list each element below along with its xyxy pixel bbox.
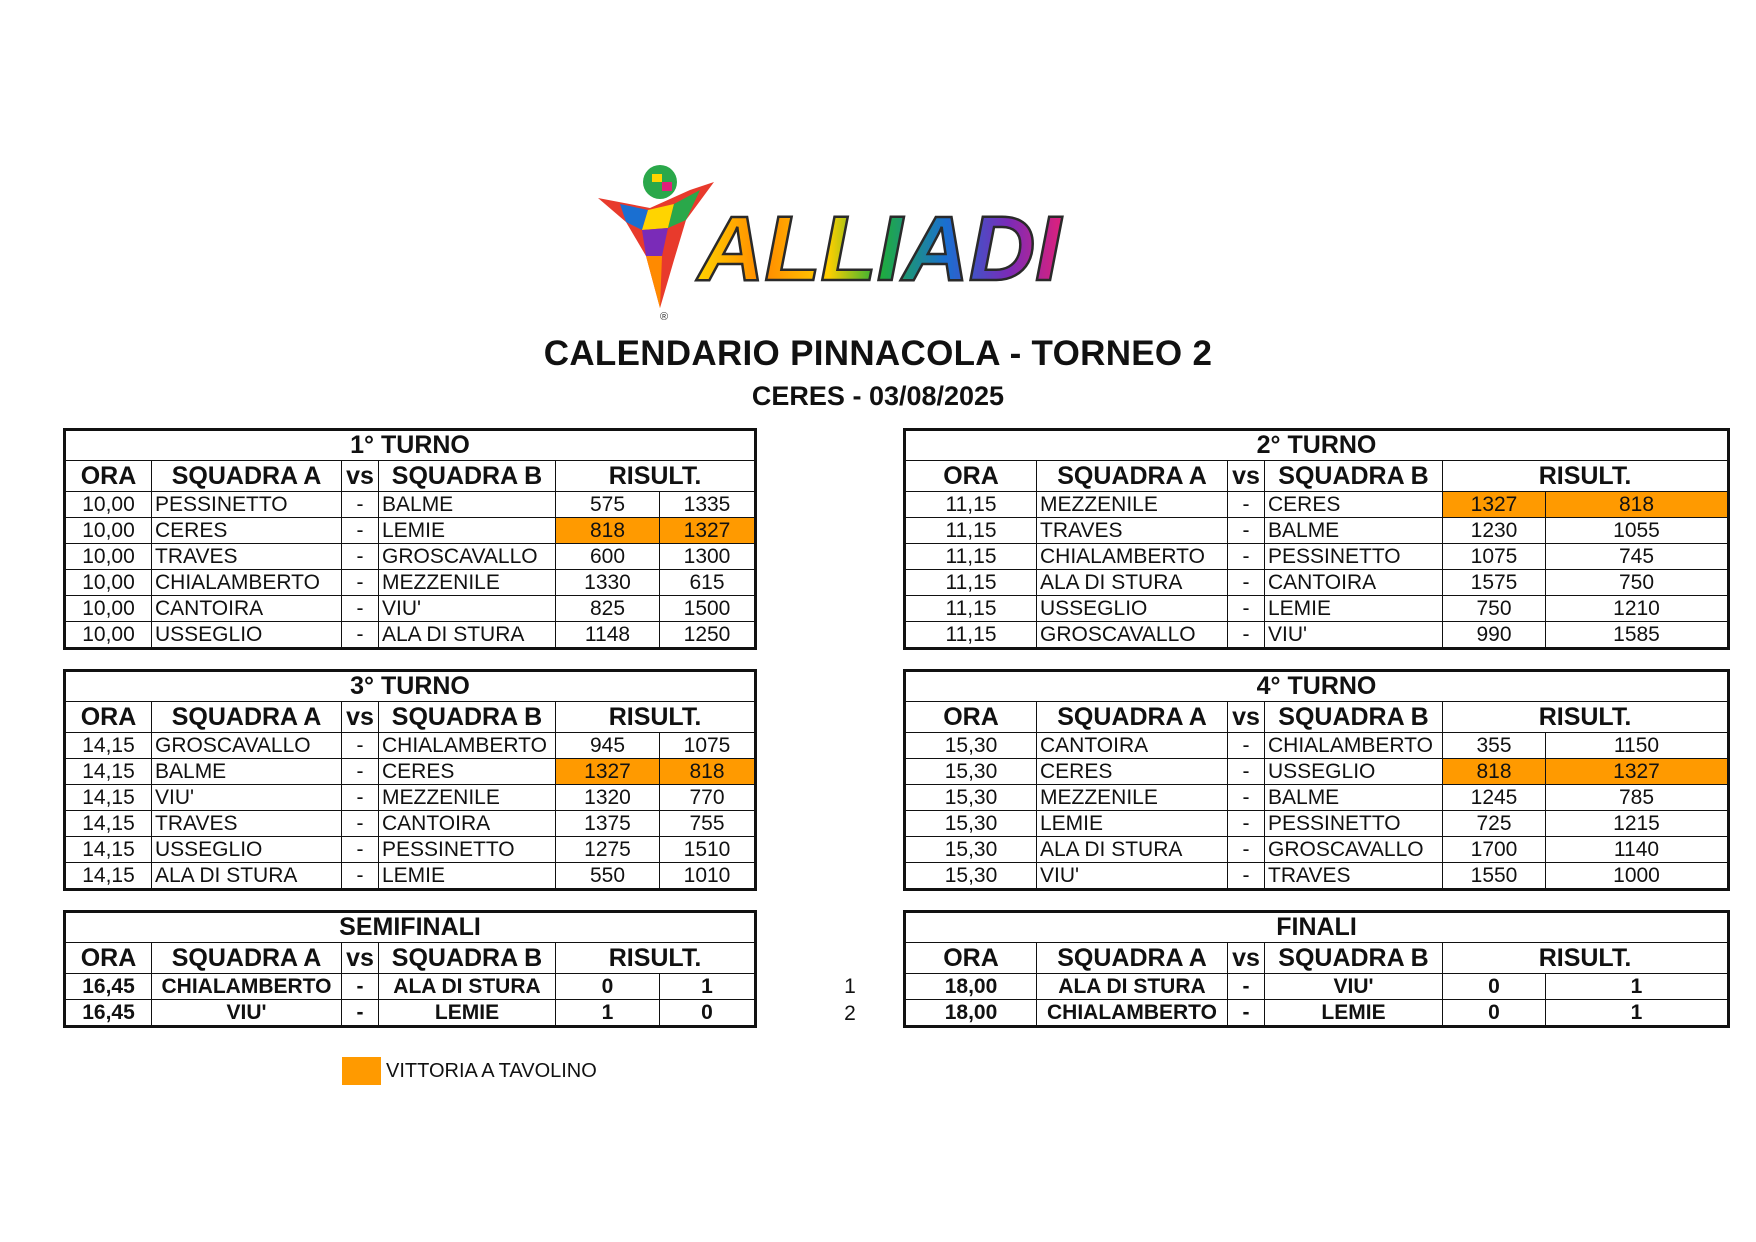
cell-result-b: 785 [1546,785,1729,811]
cell-ora: 10,00 [65,492,152,518]
cell-ora: 11,15 [905,596,1037,622]
cell-vs: - [342,570,379,596]
cell-squadra-a: PESSINETTO [152,492,342,518]
cell-squadra-b: VIU' [1265,622,1443,649]
cell-vs: - [342,863,379,890]
cell-ora: 15,30 [905,733,1037,759]
cell-squadra-b: BALME [379,492,556,518]
cell-squadra-a: ALA DI STURA [1037,974,1228,1000]
page-subtitle: CERES - 03/08/2025 [751,381,1005,411]
cell-vs: - [1228,974,1265,1000]
cell-result-a: 945 [556,733,660,759]
header-ora: ORA [905,702,1037,733]
cell-ora: 14,15 [65,785,152,811]
cell-result-a: 1230 [1443,518,1546,544]
cell-result-a: 355 [1443,733,1546,759]
cell-result-b: 818 [660,759,756,785]
cell-result-a: 1148 [556,622,660,649]
cell-squadra-b: LEMIE [1265,1000,1443,1027]
table-row [905,622,1729,649]
cell-result-a: 0 [1443,1000,1546,1027]
table-row [905,492,1729,518]
cell-squadra-b: LEMIE [379,518,556,544]
table-row [65,811,756,837]
header-squadra-a: SQUADRA A [1037,461,1228,492]
cell-squadra-a: CANTOIRA [152,596,342,622]
cell-result-a: 1320 [556,785,660,811]
cell-squadra-a: USSEGLIO [1037,596,1228,622]
cell-vs: - [1228,759,1265,785]
cell-ora: 14,15 [65,811,152,837]
header-squadra-a: SQUADRA A [1037,943,1228,974]
cell-vs: - [1228,518,1265,544]
cell-vs: - [1228,811,1265,837]
cell-ora: 10,00 [65,570,152,596]
header-ora: ORA [65,943,152,974]
cell-result-b: 615 [660,570,756,596]
cell-result-b: 1300 [660,544,756,570]
round-4-table [903,669,1730,891]
header-squadra-b: SQUADRA B [379,943,556,974]
cell-result-b: 1150 [1546,733,1729,759]
cell-result-a: 0 [1443,974,1546,1000]
cell-squadra-a: MEZZENILE [1037,785,1228,811]
cell-result-a: 1330 [556,570,660,596]
cell-ora: 15,30 [905,811,1037,837]
table-row [905,733,1729,759]
cell-result-a: 1327 [556,759,660,785]
cell-squadra-b: VIU' [1265,974,1443,1000]
cell-vs: - [1228,733,1265,759]
cell-squadra-a: ALA DI STURA [1037,837,1228,863]
cell-result-b: 1000 [1546,863,1729,890]
table-title: 4° TURNO [905,671,1729,702]
table-title: SEMIFINALI [65,912,756,943]
cell-squadra-a: VIU' [1037,863,1228,890]
cell-result-b: 1510 [660,837,756,863]
cell-result-b: 1335 [660,492,756,518]
cell-result-b: 1 [1546,1000,1729,1027]
cell-vs: - [1228,1000,1265,1027]
cell-ora: 14,15 [65,863,152,890]
cell-ora: 16,45 [65,1000,152,1027]
cell-result-a: 1375 [556,811,660,837]
header-risult: RISULT. [556,943,756,974]
cell-result-b: 0 [660,1000,756,1027]
header-vs: vs [1228,943,1265,974]
table-title: 3° TURNO [65,671,756,702]
cell-result-a: 550 [556,863,660,890]
header-risult: RISULT. [556,461,756,492]
header-ora: ORA [65,461,152,492]
cell-vs: - [1228,544,1265,570]
cell-squadra-a: ALA DI STURA [152,863,342,890]
cell-result-a: 990 [1443,622,1546,649]
header-risult: RISULT. [1443,943,1729,974]
legend-label: VITTORIA A TAVOLINO [386,1060,597,1082]
header-squadra-a: SQUADRA A [152,702,342,733]
table-row [905,544,1729,570]
table-row [905,1000,1729,1027]
cell-vs: - [342,811,379,837]
cell-squadra-a: LEMIE [1037,811,1228,837]
cell-squadra-b: PESSINETTO [1265,811,1443,837]
cell-squadra-b: BALME [1265,518,1443,544]
header-squadra-a: SQUADRA A [1037,702,1228,733]
cell-squadra-b: PESSINETTO [1265,544,1443,570]
semifinals-table [63,910,757,1028]
cell-result-a: 1275 [556,837,660,863]
cell-vs: - [1228,622,1265,649]
cell-ora: 15,30 [905,759,1037,785]
cell-ora: 15,30 [905,837,1037,863]
cell-squadra-b: GROSCAVALLO [1265,837,1443,863]
cell-result-a: 1575 [1443,570,1546,596]
cell-result-a: 818 [556,518,660,544]
cell-result-a: 818 [1443,759,1546,785]
final-number: 1 [844,975,856,998]
cell-squadra-b: CERES [1265,492,1443,518]
header-ora: ORA [905,943,1037,974]
header-risult: RISULT. [1443,702,1729,733]
cell-result-b: 1075 [660,733,756,759]
cell-squadra-b: PESSINETTO [379,837,556,863]
header-squadra-b: SQUADRA B [1265,943,1443,974]
table-title: 1° TURNO [65,430,756,461]
cell-squadra-b: USSEGLIO [1265,759,1443,785]
table-row [65,733,756,759]
table-row [905,518,1729,544]
cell-squadra-a: CHIALAMBERTO [1037,544,1228,570]
cell-ora: 18,00 [905,1000,1037,1027]
cell-result-b: 1327 [660,518,756,544]
cell-squadra-a: TRAVES [1037,518,1228,544]
table-row [65,570,756,596]
cell-result-a: 1075 [1443,544,1546,570]
cell-squadra-b: LEMIE [379,863,556,890]
cell-result-a: 600 [556,544,660,570]
cell-squadra-b: GROSCAVALLO [379,544,556,570]
cell-vs: - [342,518,379,544]
header-ora: ORA [905,461,1037,492]
header-vs: vs [342,943,379,974]
header-squadra-a: SQUADRA A [152,943,342,974]
cell-result-a: 725 [1443,811,1546,837]
cell-vs: - [342,544,379,570]
header-risult: RISULT. [1443,461,1729,492]
cell-vs: - [342,974,379,1000]
cell-result-b: 1 [660,974,756,1000]
cell-squadra-a: CERES [1037,759,1228,785]
puzzle-figure-icon [598,165,714,308]
cell-result-b: 1010 [660,863,756,890]
cell-result-b: 770 [660,785,756,811]
round-3-table [63,669,757,891]
cell-result-b: 1140 [1546,837,1729,863]
cell-ora: 16,45 [65,974,152,1000]
round-1-table [63,428,757,650]
cell-result-b: 1 [1546,974,1729,1000]
cell-vs: - [342,596,379,622]
header-vs: vs [1228,461,1265,492]
cell-vs: - [342,759,379,785]
cell-result-a: 750 [1443,596,1546,622]
cell-result-b: 1250 [660,622,756,649]
table-title: 2° TURNO [905,430,1729,461]
cell-squadra-a: VIU' [152,1000,342,1027]
table-row [905,785,1729,811]
cell-vs: - [1228,570,1265,596]
cell-ora: 11,15 [905,518,1037,544]
cell-squadra-a: USSEGLIO [152,622,342,649]
cell-squadra-b: VIU' [379,596,556,622]
cell-result-b: 1215 [1546,811,1729,837]
round-2-table [903,428,1730,650]
table-row [65,974,756,1000]
cell-vs: - [342,733,379,759]
table-row [905,837,1729,863]
cell-vs: - [1228,863,1265,890]
logo-wordmark: ALLIADI [698,198,1061,300]
cell-squadra-a: CERES [152,518,342,544]
cell-squadra-b: ALA DI STURA [379,974,556,1000]
header-squadra-b: SQUADRA B [379,702,556,733]
cell-squadra-b: CERES [379,759,556,785]
cell-squadra-b: BALME [1265,785,1443,811]
header-squadra-b: SQUADRA B [1265,702,1443,733]
cell-squadra-a: CHIALAMBERTO [152,974,342,1000]
table-row [905,759,1729,785]
cell-result-a: 0 [556,974,660,1000]
cell-result-a: 825 [556,596,660,622]
cell-result-b: 1585 [1546,622,1729,649]
cell-squadra-a: CHIALAMBERTO [1037,1000,1228,1027]
cell-result-b: 1327 [1546,759,1729,785]
cell-result-a: 1245 [1443,785,1546,811]
cell-squadra-b: TRAVES [1265,863,1443,890]
cell-ora: 10,00 [65,596,152,622]
cell-squadra-b: CANTOIRA [379,811,556,837]
page-title: CALENDARIO PINNACOLA - TORNEO 2 [543,334,1213,373]
cell-result-a: 1327 [1443,492,1546,518]
table-row [65,518,756,544]
header-vs: vs [1228,702,1265,733]
cell-squadra-a: VIU' [152,785,342,811]
cell-squadra-b: MEZZENILE [379,570,556,596]
cell-squadra-b: LEMIE [1265,596,1443,622]
header-vs: vs [342,461,379,492]
table-row [905,811,1729,837]
header-risult: RISULT. [556,702,756,733]
table-row [905,596,1729,622]
cell-result-a: 575 [556,492,660,518]
cell-squadra-a: ALA DI STURA [1037,570,1228,596]
table-row [905,974,1729,1000]
cell-ora: 10,00 [65,622,152,649]
cell-result-b: 755 [660,811,756,837]
cell-result-b: 1055 [1546,518,1729,544]
cell-ora: 11,15 [905,622,1037,649]
cell-ora: 11,15 [905,570,1037,596]
cell-vs: - [342,622,379,649]
table-row [905,863,1729,890]
cell-ora: 14,15 [65,759,152,785]
cell-vs: - [342,1000,379,1027]
cell-result-b: 750 [1546,570,1729,596]
cell-squadra-a: MEZZENILE [1037,492,1228,518]
cell-ora: 14,15 [65,837,152,863]
cell-vs: - [1228,596,1265,622]
cell-squadra-b: LEMIE [379,1000,556,1027]
cell-ora: 14,15 [65,733,152,759]
table-row [65,544,756,570]
table-row [65,759,756,785]
cell-vs: - [342,837,379,863]
cell-squadra-b: CANTOIRA [1265,570,1443,596]
cell-squadra-a: TRAVES [152,544,342,570]
cell-vs: - [1228,785,1265,811]
cell-ora: 15,30 [905,785,1037,811]
header-squadra-b: SQUADRA B [1265,461,1443,492]
table-row [65,863,756,890]
cell-squadra-a: GROSCAVALLO [152,733,342,759]
table-title: FINALI [905,912,1729,943]
cell-ora: 18,00 [905,974,1037,1000]
legend-swatch [342,1057,381,1085]
cell-squadra-a: CANTOIRA [1037,733,1228,759]
cell-ora: 10,00 [65,544,152,570]
cell-vs: - [1228,837,1265,863]
table-row [65,1000,756,1027]
cell-squadra-b: MEZZENILE [379,785,556,811]
cell-ora: 11,15 [905,492,1037,518]
alliadi-logo [590,160,1080,320]
header-ora: ORA [65,702,152,733]
cell-ora: 15,30 [905,863,1037,890]
table-row [65,622,756,649]
cell-squadra-a: CHIALAMBERTO [152,570,342,596]
registered-mark: ® [660,311,669,320]
finals-table [903,910,1730,1028]
cell-result-b: 1210 [1546,596,1729,622]
cell-result-b: 745 [1546,544,1729,570]
table-row [905,570,1729,596]
cell-ora: 10,00 [65,518,152,544]
table-row [65,492,756,518]
header-squadra-a: SQUADRA A [152,461,342,492]
cell-result-b: 1500 [660,596,756,622]
cell-result-a: 1550 [1443,863,1546,890]
cell-squadra-b: CHIALAMBERTO [379,733,556,759]
cell-squadra-b: CHIALAMBERTO [1265,733,1443,759]
cell-result-a: 1700 [1443,837,1546,863]
cell-squadra-b: ALA DI STURA [379,622,556,649]
final-number: 2 [844,1002,856,1025]
header-squadra-b: SQUADRA B [379,461,556,492]
cell-squadra-a: USSEGLIO [152,837,342,863]
cell-result-b: 818 [1546,492,1729,518]
table-row [65,785,756,811]
cell-squadra-a: BALME [152,759,342,785]
table-row [65,596,756,622]
table-row [65,837,756,863]
cell-squadra-a: GROSCAVALLO [1037,622,1228,649]
header-vs: vs [342,702,379,733]
cell-result-a: 1 [556,1000,660,1027]
cell-squadra-a: TRAVES [152,811,342,837]
cell-ora: 11,15 [905,544,1037,570]
cell-vs: - [1228,492,1265,518]
cell-vs: - [342,785,379,811]
cell-vs: - [342,492,379,518]
